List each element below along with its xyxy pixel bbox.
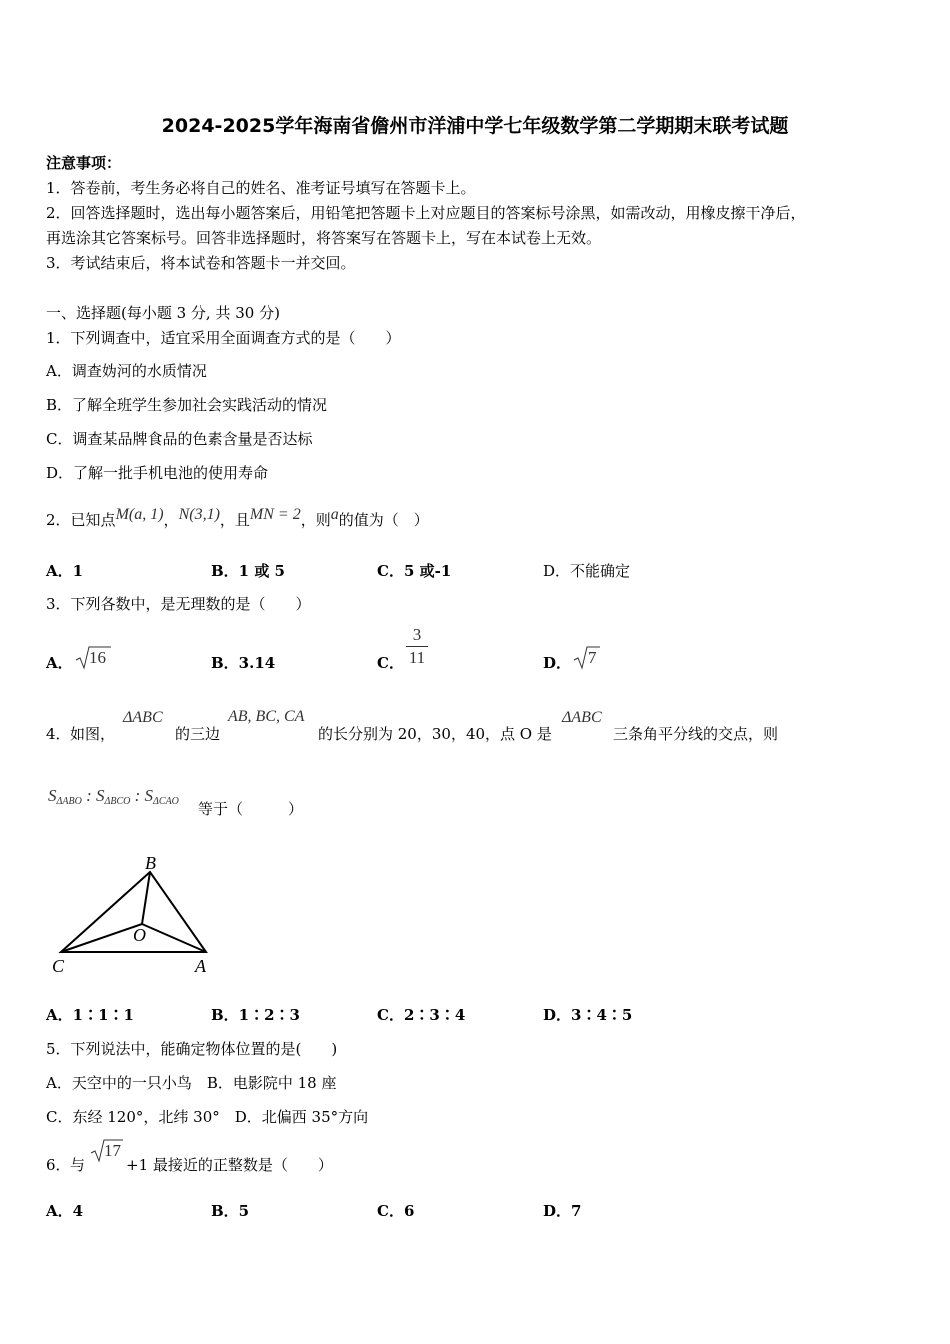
- q2-option-b: B．1 或 5: [211, 562, 285, 580]
- label-a: A: [195, 956, 206, 976]
- notice-item-2: 2．回答选择题时，选出每小题答案后，用铅笔把答题卡上对应题目的答案标号涂黑，如需改动，用橡皮擦干净后，: [46, 204, 806, 222]
- area-sub-abo: ΔABO: [56, 796, 82, 807]
- label-b: B: [145, 853, 156, 873]
- q4-triangle-2: ΔABC: [562, 709, 602, 726]
- q4-number: 4．: [46, 725, 71, 743]
- q4-sides: AB, BC, CA: [228, 708, 305, 725]
- q6-text-2: +1 最接近的正整数是（ ）: [126, 1156, 333, 1174]
- q6-option-b: B．5: [211, 1202, 250, 1220]
- page-title: 2024-2025学年海南省儋州市洋浦中学七年级数学第二学期期末联考试题: [161, 115, 789, 137]
- q2-text-1: 已知点: [70, 511, 116, 529]
- q4-option-c: C．2∶3∶4: [377, 1006, 466, 1024]
- notice-item-2-cont: 再选涂其它答案标号。回答非选择题时，将答案写在答题卡上，写在本试卷上无效。: [46, 229, 602, 247]
- sqrt-sign-icon: [572, 645, 602, 671]
- q6-number: 6．: [46, 1156, 71, 1174]
- segment-bo: [142, 872, 150, 924]
- q4-option-b: B．1∶2∶3: [211, 1006, 300, 1024]
- triangle-figure: [44, 850, 224, 980]
- area-sub-bco: ΔBCO: [104, 796, 131, 807]
- q5-options-row-1: A．天空中的一只小鸟 B．电影院中 18 座: [46, 1074, 337, 1092]
- label-o: O: [133, 925, 146, 945]
- q4-text-3: 的长分别为 20，30，40，点 O 是: [318, 725, 552, 743]
- q2-text-4: 的值为（ ）: [338, 511, 429, 529]
- q1-option-a: A．调查妫河的水质情况: [46, 362, 207, 380]
- q6-option-c: C．6: [377, 1202, 415, 1220]
- fraction-bar: [406, 646, 428, 647]
- area-sub-cao: ΔCAO: [153, 796, 179, 807]
- q6-option-a: A．4: [46, 1202, 84, 1220]
- q2-option-d: D．不能确定: [543, 562, 631, 580]
- q2-text-3: ，则: [300, 511, 331, 529]
- q2-text-2: ，且: [219, 511, 250, 529]
- q2-var-a: a: [330, 506, 339, 523]
- q4-text-4: 三条角平分线的交点，则: [613, 725, 779, 743]
- q4-triangle: ΔABC: [123, 709, 163, 726]
- q3-option-c-label: C．: [377, 654, 404, 672]
- q4-option-d: D．3∶4∶5: [543, 1006, 633, 1024]
- q4-text-1: 如图，: [70, 725, 116, 743]
- q6-text-1: 与: [70, 1156, 86, 1174]
- q5-stem: 5．下列说法中，能确定物体位置的是( ): [46, 1040, 338, 1058]
- notice-item-1: 1．答卷前，考生务必将自己的姓名、准考证号填写在答题卡上。: [46, 179, 476, 197]
- q4-area-ratio: [48, 786, 179, 807]
- fraction-numerator: 3: [412, 625, 422, 644]
- q3-option-b: B．3.14: [211, 654, 276, 672]
- notice-heading: 注意事项：: [46, 154, 122, 172]
- q1-option-d: D．了解一批手机电池的使用寿命: [46, 464, 269, 482]
- q2-number: 2．: [46, 511, 71, 529]
- q3-option-d-label: D．: [543, 654, 572, 672]
- q3-option-a: [46, 652, 73, 673]
- q2-option-c: C．5 或-1: [377, 562, 452, 580]
- area-colon-2: :: [130, 786, 145, 805]
- section-heading: 一、选择题(每小题 3 分, 共 30 分): [46, 304, 280, 322]
- q5-options-row-2: C．东经 120°，北纬 30° D．北偏西 35°方向: [46, 1108, 369, 1126]
- area-colon-1: :: [81, 786, 96, 805]
- q6-option-d: D．7: [543, 1202, 582, 1220]
- fraction-denominator: 11: [408, 648, 426, 667]
- segment-co: [61, 924, 142, 952]
- q2-point-n: N(3,1): [178, 506, 220, 523]
- q2-option-a: A．1: [46, 562, 84, 580]
- q3-stem: 3．下列各数中，是无理数的是（ ）: [46, 595, 311, 613]
- q4-text-5: 等于（ ）: [198, 800, 304, 818]
- q1-option-c: C．调查某品牌食品的色素含量是否达标: [46, 430, 313, 448]
- q3-option-d-radicand: 7: [588, 648, 597, 667]
- notice-item-3: 3．考试结束后，将本试卷和答题卡一并交回。: [46, 254, 356, 272]
- q2-point-m: M(a, 1): [115, 506, 164, 523]
- label-c: C: [52, 956, 65, 976]
- q1-option-b: B．了解全班学生参加社会实践活动的情况: [46, 396, 328, 414]
- q3-option-c-fraction: [406, 625, 428, 668]
- q2-stem: [46, 506, 429, 530]
- q3-option-a-label: A．: [46, 654, 73, 672]
- area-s3: S: [144, 786, 154, 805]
- q2-mn-equation: MN = 2: [249, 506, 301, 523]
- q4-text-2: 的三边: [175, 725, 221, 743]
- q2-sep: ，: [163, 511, 179, 529]
- area-s1: S: [48, 786, 57, 805]
- q6-radicand: 17: [104, 1141, 121, 1160]
- area-s2: S: [95, 786, 105, 805]
- q4-option-a: A．1∶1∶1: [46, 1006, 134, 1024]
- q3-option-a-radicand: 16: [89, 648, 106, 667]
- q1-stem: 1．下列调查中，适宜采用全面调查方式的是（ ）: [46, 329, 401, 347]
